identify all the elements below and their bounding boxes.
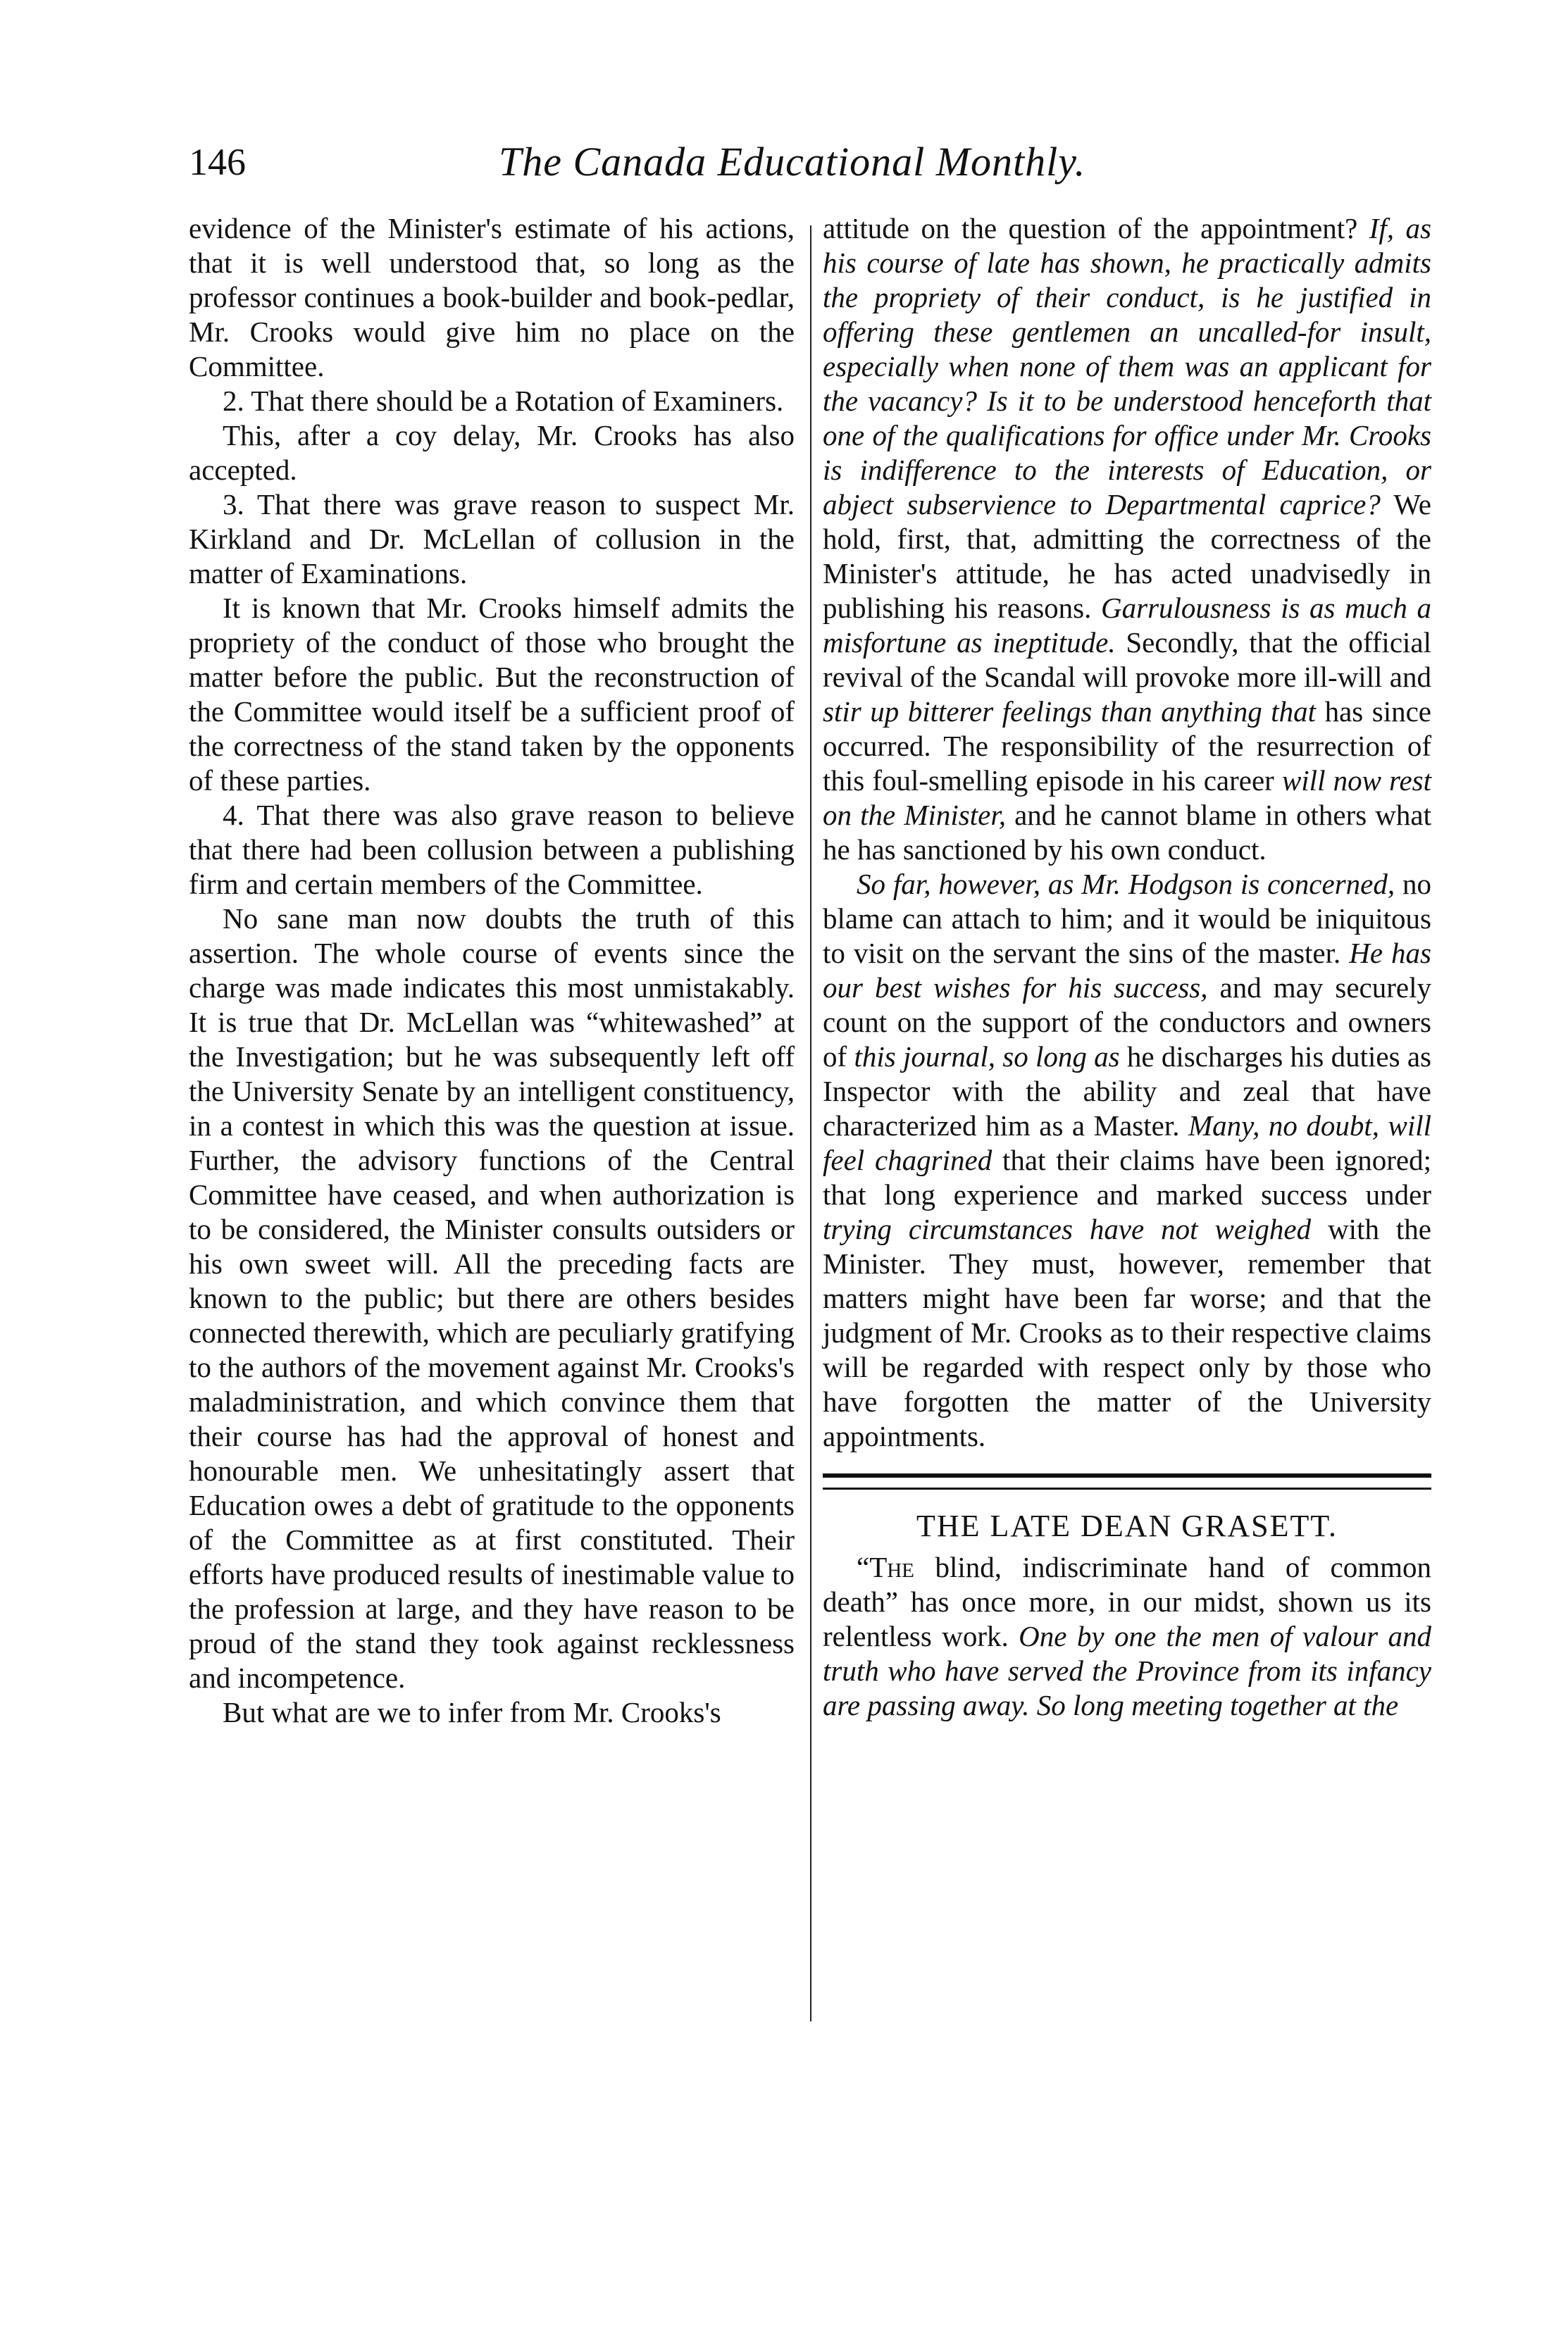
- right-column: [823, 211, 1431, 1723]
- column-divider: [810, 225, 811, 2021]
- section-title: THE LATE DEAN GRASETT.: [916, 1509, 1338, 1543]
- paragraph: 3. That there was grave reason to suspect Mr. Kirkland and Dr. McLellan of collusion in the matter of Examinations.: [189, 488, 795, 590]
- italic-text: So far, however, as Mr. Hodgson is concerned,: [857, 868, 1395, 900]
- text-run: no blame can attach to him; and it would be iniquitous to visit on the servant the sins of the master.: [823, 868, 1431, 969]
- italic-text: will now rest on the Minister,: [823, 764, 1432, 831]
- paragraph: 2. That there should be a Rotation of Examiners.: [223, 385, 784, 417]
- paragraph: This, after a coy delay, Mr. Crooks has also accepted.: [189, 419, 795, 486]
- paragraph: It is known that Mr. Crooks himself admits the propriety of the conduct of those who brought the matter before the public. But the reconstruction of the Committee would itself be a sufficient proof of the correctness of the stand taken by the opponents of these parties.: [189, 592, 795, 797]
- page-number: 146: [189, 141, 246, 183]
- text-run: Secondly, that the official revival of the Scandal will provoke more ill-will and: [823, 626, 1431, 693]
- text-run: blind, indiscriminate hand of common death” has once more, in our midst, shown us its relentless work.: [823, 1551, 1432, 1652]
- paragraph: [823, 211, 1431, 867]
- text-run: and he cannot blame in others what he has sanctioned by his own conduct.: [823, 799, 1431, 866]
- small-caps-text: “The: [857, 1551, 914, 1583]
- paragraph: But what are we to infer from Mr. Crooks's: [223, 1696, 721, 1728]
- running-title: The Canada Educational Monthly.: [499, 139, 1086, 185]
- text-run: has since occurred. The responsibility of the resurrection of this foul-smelling episode in his career: [823, 695, 1431, 797]
- page-header: [189, 134, 1450, 190]
- left-column: [189, 211, 795, 1730]
- text-run: with the Minister. They must, however, remember that matters might have been far worse; and that the judgment of Mr. Crooks as to their respective claims will be regarded with respect only by those who have forgotten the matter of the University appointments.: [823, 1213, 1431, 1452]
- italic-text: stir up bitterer feelings than anything that: [823, 695, 1317, 728]
- paragraph: [823, 1550, 1431, 1723]
- italic-text: So long meeting together at the: [1036, 1689, 1399, 1721]
- section-separator: [823, 1473, 1431, 1490]
- text-run: attitude on the question of the appointment?: [823, 212, 1358, 244]
- paragraph: evidence of the Minister's estimate of his actions, that it is well understood that, so long as the professor continues a book-builder and book-pedlar, Mr. Crooks would give him no place on the Committee.: [189, 212, 795, 382]
- paragraph: 4. That there was also grave reason to believe that there had been collusion between a publishing firm and certain members of the Committee.: [189, 799, 795, 900]
- italic-text: Many, no doubt, will feel chagrined: [823, 1109, 1432, 1176]
- italic-text: If, as his course of late has shown, he practically admits the propriety of their conduct, is he justified in offering these gentlemen an uncalled-for insult, especially when none of them was an applicant for the vacancy? Is it to be understood henceforth that one of the qualifications for office under Mr. Crooks is indifference to the interests of Education, or abject subservience to Departmental caprice?: [823, 212, 1431, 521]
- text-run: he discharges his duties as Inspector with the ability and zeal that have characterized him as a Master.: [823, 1040, 1432, 1142]
- paragraph: [823, 867, 1431, 1454]
- italic-text: One by one the men of valour and truth who have served the Province from its infancy are passing away.: [823, 1620, 1431, 1721]
- text-run: and may securely count on the support of the conductors and owners of: [823, 971, 1432, 1073]
- italic-text: this journal, so long as: [854, 1040, 1120, 1073]
- text-run: We hold, first, that, admitting the correctness of the Minister's attitude, he has acted unadvisedly in publishing his reasons.: [823, 488, 1431, 624]
- italic-text: Garrulousness is as much a misfortune as ineptitude.: [823, 592, 1432, 659]
- text-run: that their claims have been ignored; that long experience and marked success under: [823, 1144, 1432, 1211]
- italic-text: trying circumstances have not weighed: [823, 1213, 1312, 1245]
- italic-text: He has our best wishes for his success,: [823, 937, 1431, 1004]
- paragraph: No sane man now doubts the truth of this assertion. The whole course of events since the charge was made indicates this most unmistakably. It is true that Dr. McLellan was “whitewashed” at the Investigation; but he was subsequently left off the University Senate by an intelligent constituency, in a contest in which this was the question at issue. Further, the advisory functions of the Central Committee have ceased, and when authorization is to be considered, the Minister consults outsiders or his own sweet will. All the preceding facts are known to the public; but there are others besides connected therewith, which are peculiarly gratifying to the authors of the movement against Mr. Crooks's maladministration, and which convince them that their course has had the approval of honest and honourable men. We unhesitatingly assert that Education owes a debt of gratitude to the opponents of the Committee as at first constituted. Their efforts have produced results of inestimable value to the profession at large, and they have reason to be proud of the stand they took against recklessness and incompetence.: [189, 902, 795, 1694]
